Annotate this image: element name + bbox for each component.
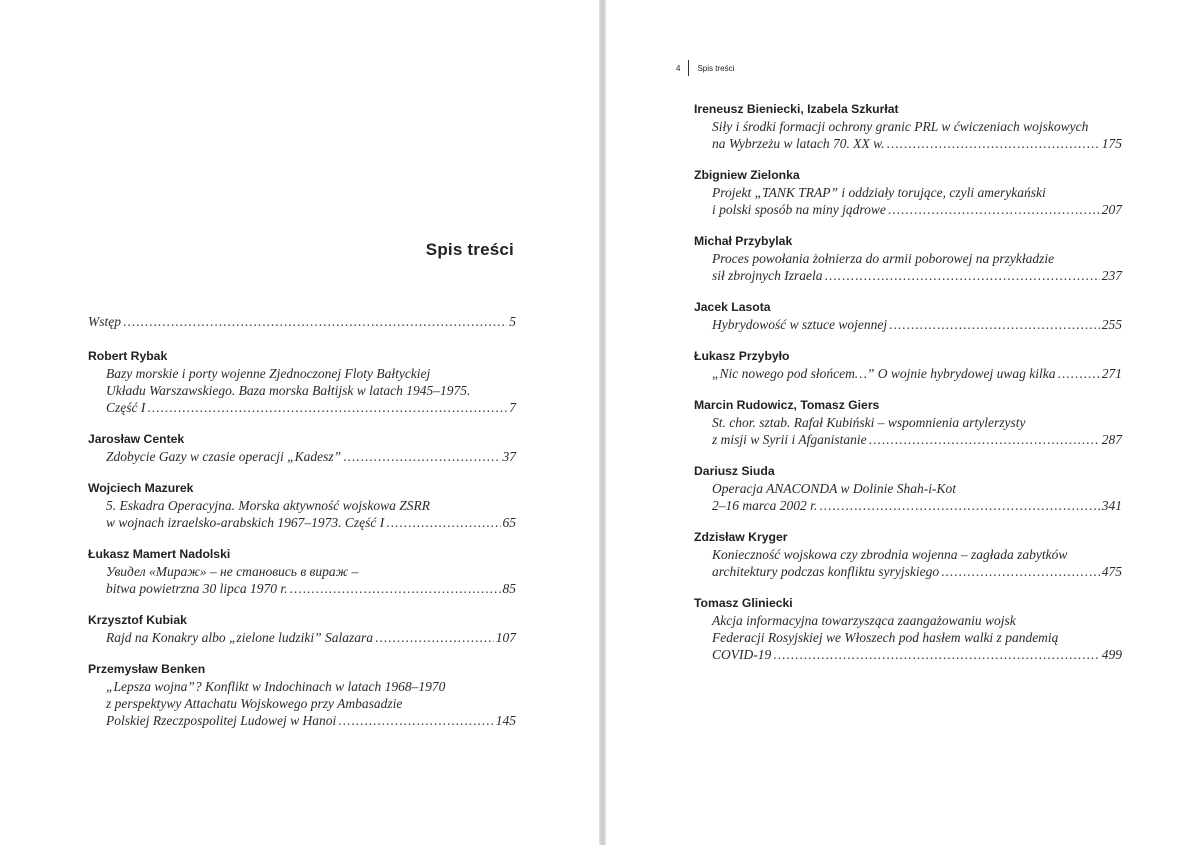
toc-entry[interactable] — [694, 233, 1122, 284]
right-page — [606, 0, 1200, 845]
toc-entry-last-line — [88, 580, 516, 597]
dot-leader — [147, 399, 507, 416]
toc-entry-last-line — [694, 135, 1122, 152]
toc-entry-title-line: i polski sposób na miny jądrowe — [712, 202, 886, 217]
toc-entry-author: Zbigniew Zielonka — [694, 168, 800, 182]
toc-entry-last-line — [694, 316, 1122, 333]
toc-entry-last-line — [694, 267, 1122, 284]
toc-entry[interactable] — [88, 480, 516, 531]
toc-entry-last-line — [694, 365, 1122, 382]
toc-page-number: 237 — [1101, 268, 1122, 283]
dot-leader — [386, 514, 500, 531]
toc-entry-title-line: z misji w Syrii i Afganistanie — [712, 432, 867, 447]
toc-entry-title-line: na Wybrzeżu w latach 70. XX w. — [712, 136, 885, 151]
toc-entry[interactable] — [694, 299, 1122, 333]
running-head — [676, 60, 734, 76]
toc-entry-author: Tomasz Gliniecki — [694, 596, 793, 610]
toc-page-number: 255 — [1101, 317, 1122, 332]
toc-entry[interactable] — [694, 463, 1122, 514]
toc-entry-last-line — [88, 399, 516, 416]
page-number: 4 — [676, 63, 681, 73]
dot-leader — [887, 135, 1100, 152]
toc-entry-title-line: Akcja informacyjna towarzysząca zaangażowaniu wojsk — [712, 613, 1016, 628]
toc-page-number: 107 — [495, 630, 516, 645]
toc-entry-last-line — [88, 448, 516, 465]
dot-leader — [343, 448, 500, 465]
toc-entry-author: Dariusz Siuda — [694, 464, 775, 478]
dot-leader — [941, 563, 1100, 580]
toc-entry[interactable] — [694, 529, 1122, 580]
running-head-divider — [688, 60, 689, 76]
toc-entry-author: Michał Przybylak — [694, 234, 793, 248]
toc-entry-title-line: sił zbrojnych Izraela — [712, 268, 823, 283]
table-of-contents-left — [88, 313, 516, 744]
toc-entry[interactable] — [694, 167, 1122, 218]
toc-entry-author: Wojciech Mazurek — [88, 481, 194, 495]
dot-leader — [773, 646, 1100, 663]
toc-entry[interactable] — [88, 348, 516, 416]
toc-entry-title-line: Część I — [106, 400, 146, 415]
toc-entry[interactable] — [88, 431, 516, 465]
toc-entry[interactable] — [694, 397, 1122, 448]
toc-entry-title-line: z perspektywy Attachatu Wojskowego przy Ambasadzie — [106, 696, 403, 711]
toc-page-number: 175 — [1101, 136, 1122, 151]
toc-entry-author: Krzysztof Kubiak — [88, 613, 187, 627]
page-title: Spis treści — [425, 240, 514, 259]
toc-entry-author: Jacek Lasota — [694, 300, 771, 314]
toc-entry-title-line: Federacji Rosyjskiej we Włoszech pod hasłem walki z pandemią — [712, 630, 1059, 645]
toc-entry-title-line: Układu Warszawskiego. Baza morska Bałtijsk w latach 1945–1975. — [106, 383, 471, 398]
dot-leader — [819, 497, 1099, 514]
toc-entry-author: Ireneusz Bieniecki, Izabela Szkurłat — [694, 102, 899, 116]
toc-entry-author: Łukasz Mamert Nadolski — [88, 547, 231, 561]
dot-leader — [869, 431, 1100, 448]
toc-entry[interactable] — [88, 612, 516, 646]
toc-page-number: 499 — [1101, 647, 1122, 662]
toc-entry-title-line: Увидел «Мираж» – не становись в вираж – — [106, 564, 359, 579]
dot-leader — [338, 712, 494, 729]
toc-entry-author: Zdzisław Kryger — [694, 530, 788, 544]
toc-entry-author: Łukasz Przybyło — [694, 349, 790, 363]
toc-entry-last-line — [694, 646, 1122, 663]
toc-entry[interactable] — [694, 348, 1122, 382]
toc-entry-title-line: 2–16 marca 2002 r. — [712, 498, 818, 513]
toc-entry-author: Robert Rybak — [88, 349, 168, 363]
toc-page-number: 85 — [502, 581, 516, 596]
toc-page-number: 475 — [1101, 564, 1122, 579]
toc-entry-title-line: Siły i środki formacji ochrony granic PRL w ćwiczeniach wojskowych — [712, 119, 1089, 134]
toc-entry-title-line: Operacja ANACONDA w Dolinie Shah-i-Kot — [712, 481, 956, 496]
toc-entry-last-line — [694, 563, 1122, 580]
toc-entry-last-line — [88, 712, 516, 729]
dot-leader — [290, 580, 501, 597]
toc-entry-title-line: Bazy morskie i porty wojenne Zjednoczonej Floty Bałtyckiej — [106, 366, 431, 381]
toc-entry[interactable] — [694, 595, 1122, 663]
toc-page-number: 65 — [502, 515, 516, 530]
toc-entry-intro[interactable] — [88, 313, 516, 330]
toc-page-number: 145 — [495, 713, 516, 728]
toc-entry-author: Marcin Rudowicz, Tomasz Giers — [694, 398, 880, 412]
dot-leader — [375, 629, 494, 646]
toc-entry-title-line: Projekt „TANK TRAP” i oddziały torujące, czyli amerykański — [712, 185, 1046, 200]
toc-entry-title-line: w wojnach izraelsko-arabskich 1967–1973. Część I — [106, 515, 385, 530]
toc-entry-author: Jarosław Centek — [88, 432, 185, 446]
dot-leader — [889, 316, 1100, 333]
toc-entries-right — [694, 101, 1122, 663]
toc-page-number: 287 — [1101, 432, 1122, 447]
toc-entry-title-line: Polskiej Rzeczpospolitej Ludowej w Hanoi — [106, 713, 337, 728]
toc-page-number: 7 — [509, 400, 516, 415]
left-page — [0, 0, 599, 845]
toc-entry-title-line: bitwa powietrzna 30 lipca 1970 r. — [106, 581, 288, 596]
dot-leader — [1057, 365, 1099, 382]
toc-entry-title-line: „Lepsza wojna”? Konflikt w Indochinach w latach 1968–1970 — [106, 679, 446, 694]
toc-entry-title-line: 5. Eskadra Operacyjna. Morska aktywność wojskowa ZSRR — [106, 498, 430, 513]
dot-leader — [888, 201, 1100, 218]
toc-entry[interactable] — [88, 546, 516, 597]
toc-page-number: 37 — [502, 449, 516, 464]
toc-page-number: 5 — [509, 314, 516, 329]
running-head-section: Spis treści — [697, 63, 735, 73]
toc-page-number: 341 — [1101, 498, 1122, 513]
toc-entry-last-line — [694, 201, 1122, 218]
toc-entry-title-line: „Nic nowego pod słońcem…” O wojnie hybrydowej uwag kilka — [712, 366, 1056, 381]
toc-entry-last-line — [88, 514, 516, 531]
toc-page-number: 271 — [1101, 366, 1122, 381]
table-of-contents-right — [694, 101, 1122, 678]
toc-entry-title-line: St. chor. sztab. Rafał Kubiński – wspomnienia artylerzysty — [712, 415, 1026, 430]
toc-entry-title-line: Rajd na Konakry albo „zielone ludziki” Salazara — [106, 630, 374, 645]
toc-page-number: 207 — [1101, 202, 1122, 217]
toc-entry-author: Przemysław Benken — [88, 662, 206, 676]
toc-entry-title-line: Proces powołania żołnierza do armii poborowej na przykładzie — [712, 251, 1055, 266]
toc-entry-title: Wstęp — [88, 314, 121, 329]
toc-entry-last-line — [694, 431, 1122, 448]
toc-entry-last-line — [88, 629, 516, 646]
dot-leader — [123, 313, 507, 330]
toc-entry-title-line: architektury podczas konfliktu syryjskiego — [712, 564, 940, 579]
toc-entries-left — [88, 348, 516, 729]
toc-entry[interactable] — [88, 661, 516, 729]
toc-entry-last-line — [694, 497, 1122, 514]
book-gutter — [599, 0, 606, 845]
toc-entry-title-line: Konieczność wojskowa czy zbrodnia wojenna – zagłada zabytków — [712, 547, 1068, 562]
dot-leader — [825, 267, 1100, 284]
toc-entry[interactable] — [694, 101, 1122, 152]
toc-entry-title-line: Hybrydowość w sztuce wojennej — [712, 317, 888, 332]
toc-entry-title-line: COVID-19 — [712, 647, 772, 662]
toc-entry-title-line: Zdobycie Gazy w czasie operacji „Kadesz” — [106, 449, 342, 464]
